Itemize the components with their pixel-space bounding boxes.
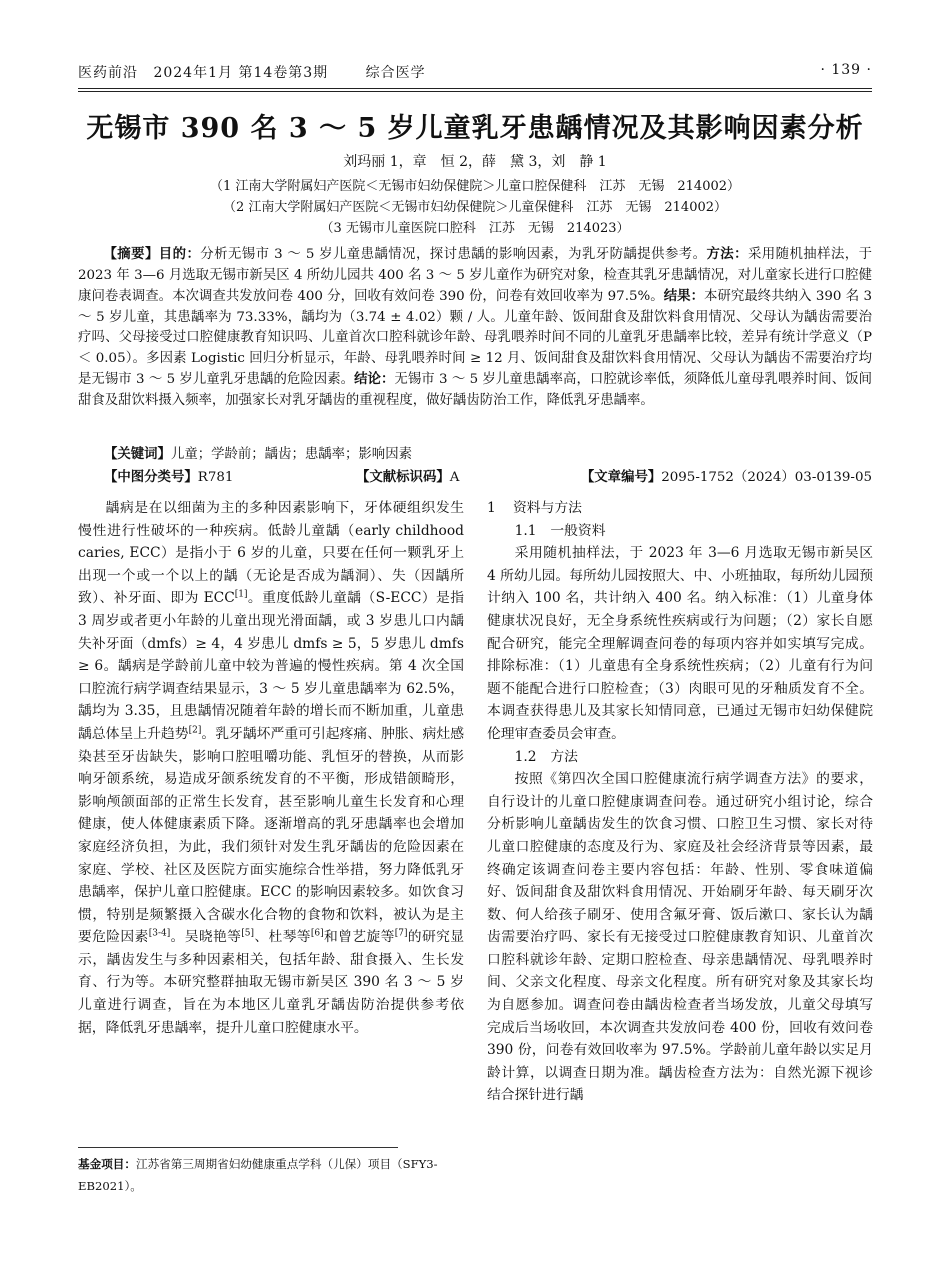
article-value: 2095-1752（2024）03-0139-05 bbox=[661, 470, 872, 485]
intro-text-3: 。乳牙龋坏严重可引起疼痛、肿胀、病灶感染甚至牙齿缺失，影响口腔咀嚼功能、乳恒牙的替换，从而影响牙颌系统，易造成牙颌系统发育的不平衡，形成错颌畸形，影响颅颌面部的正常生长发育，甚至影响儿童生长发育和心理健康，使人体健康素质下降。逐渐增高的乳牙患龋率也会增加家庭经济负担，为此，我们须针对发生乳牙龋齿的危险因素在家庭、学校、社区及医院方面实施综合性举措，努力降低乳牙患龋率，保护儿童口腔健康。ECC 的影响因素较多。如饮食习惯，特别是频繁摄入含碳水化合物的食物和饮料，被认为是主要危险因素 bbox=[78, 725, 465, 946]
abstract-label: 【摘要】 bbox=[103, 246, 159, 262]
results-text: 本研究最终共纳入 390 名 3 ～ 5 岁儿童，其患龋率为 73.33%，龋均为（3.74 ± 4.02）颗 / 人。儿童年龄、饭间甜食及甜饮料食用情况、父母认为龋齿需要治疗吗、父母接受过口腔健康教育知识吗、儿童首次口腔科就诊年龄、母乳喂养时间不同的儿童乳牙患龋率比较，差异有统计学意义（P ＜ 0.05）。多因素 Logistic 回归分析显示，年龄、母乳喂养时间 ≥ 12 月、饭间甜食及甜饮料食用情况、父母认为龋齿不需要治疗均是无锡市 3 ～ 5 岁儿童乳牙患龋的危险因素。 bbox=[78, 289, 873, 387]
affiliation-2: （2 江南大学附属妇产医院＜无锡市妇幼保健院＞儿童保健科 江苏 无锡 214002） bbox=[222, 200, 728, 215]
general-info-paragraph: 采用随机抽样法，于 2023 年 3—6 月选取无锡市新吴区 4 所幼儿园。每所幼儿园按照大、中、小班抽取，每所幼儿园预计纳入 100 名，共计纳入 400 名。纳入标准：（1）儿童身体健康状况良好，无全身系统性疾病或行为问题；（2）家长自愿配合研究，能完全理解调查问卷的每项内容并如实填写完成。排除标准：（1）儿童患有全身系统性疾病；（2）儿童有行为问题不能配合进行口腔检查；（3）肉眼可见的牙釉质发育不全。本调查获得患儿及其家长知情同意，已通过无锡市妇幼保健院伦理审查委员会审查。 bbox=[487, 545, 873, 742]
article-number bbox=[581, 466, 872, 485]
classification-line bbox=[104, 466, 872, 486]
subsection-heading-1: 1.1 一般资料 bbox=[514, 522, 606, 539]
affiliation-1: （1 江南大学附属妇产医院＜无锡市妇幼保健院＞儿童口腔保健科 江苏 无锡 214002） bbox=[209, 179, 741, 194]
funding-footnote bbox=[78, 1153, 464, 1197]
methods-text: 采用随机抽样法，于 2023 年 3—6 月选取无锡市新吴区 4 所幼儿园共 400 名 3 ～ 5 岁儿童作为研究对象，检查其乳牙患龋情况，对儿童家长进行口腔健康问卷表调查。本次调查共发放问卷 400 分，回收有效问卷 390 份，问卷有效回收率为 97.5%。 bbox=[78, 247, 873, 304]
citation-6: [6] bbox=[310, 928, 324, 939]
issue-info: 2024年1月 第14卷第3期 bbox=[153, 65, 329, 81]
intro-text-2: 。重度低龄儿童龋（S-ECC）是指 3 周岁或者更小年龄的儿童出现光滑面龋，或 3 岁患儿口内龋失补牙面（dmfs）≥ 4，4 岁患儿 dmfs ≥ 5，5 岁患儿 dmfs ≥ 6。龋病是学龄前儿童中较为普遍的慢性疾病。第 4 次全国口腔流行病学调查结果显示，3 ～ 5 岁儿童患龋率为 62.5%，龋均为 3.35，且患龋情况随着年龄的增长而不断加重，儿童患龋总体呈上升趋势 bbox=[78, 590, 465, 742]
keywords-label: 【关键词】 bbox=[104, 446, 171, 462]
section-name: 综合医学 bbox=[365, 65, 426, 81]
header-rule-thin bbox=[78, 91, 872, 92]
citation-5: [5] bbox=[241, 928, 255, 939]
citation-3-4: [3-4] bbox=[148, 928, 171, 939]
author-list: 刘玛丽 1，章 恒 2，薛 黛 3，刘 静 1 bbox=[343, 154, 607, 170]
intro-text-4: 。吴晓艳等 bbox=[170, 929, 242, 946]
left-column bbox=[78, 497, 464, 1039]
running-header bbox=[78, 62, 872, 84]
doc-label: 【文献标识码】 bbox=[356, 469, 450, 485]
intro-text-7: 的研究显示，龋齿发生与多种因素相关，包括年龄、甜食摄入、生长发育、行为等。本研究整群抽取无锡市新吴区 390 名 3 ～ 5 岁儿童进行调查，旨在为本地区儿童乳牙龋齿防治提供参考依据，降低乳牙患龋率，提升儿童口腔健康水平。 bbox=[78, 929, 465, 1036]
abstract bbox=[78, 244, 872, 411]
clc-value: R781 bbox=[197, 470, 234, 485]
intro-text-6: 和曾艺旋等 bbox=[323, 929, 395, 946]
section-number: 1 bbox=[487, 500, 496, 516]
clc-label: 【中图分类号】 bbox=[104, 469, 198, 485]
footnote-rule bbox=[78, 1147, 398, 1148]
doc-value: A bbox=[449, 470, 460, 485]
conclusion-label: 结论： bbox=[354, 371, 395, 387]
affiliation-3: （3 无锡市儿童医院口腔科 江苏 无锡 214023） bbox=[320, 221, 630, 236]
footnote-text: 江苏省第三周期省妇幼健康重点学科（儿保）项目（SFY3-EB2021）。 bbox=[78, 1157, 438, 1193]
intro-text-5: 、杜琴等 bbox=[254, 929, 311, 946]
section-heading bbox=[487, 497, 873, 520]
methods-label: 方法： bbox=[706, 246, 748, 262]
intro-paragraph bbox=[78, 497, 464, 1039]
keywords bbox=[104, 443, 872, 462]
methods-paragraph: 按照《第四次全国口腔健康流行病学调查方法》的要求，自行设计的儿童口腔健康调查问卷。通过研究小组讨论，综合分析影响儿童龋齿发生的饮食习惯、口腔卫生习惯、家长对待儿童口腔健康的态度及行为、家庭及社会经济背景等因素，最终确定该调查问卷主要内容包括：年龄、性别、零食味道偏好、饭间甜食及甜饮料食用情况、开始刷牙年龄、每天刷牙次数、何人给孩子刷牙、使用含氟牙膏、饭后漱口、家长认为龋齿需要治疗吗、家长有无接受过口腔健康教育知识、儿童首次口腔科就诊年龄、定期口腔检查、母亲患龋情况、母乳喂养时间、父亲文化程度、母亲文化程度。所有研究对象及其家长均为自愿参加。调查问卷由龋齿检查者当场发放，儿童父母填写完成后当场收回，本次调查共发放问卷 400 份，回收有效问卷 390 份，问卷有效回收率为 97.5%。学龄前儿童年龄以实足月龄计算，以调查日期为准。龋齿检查方法为：自然光源下视诊结合探针进行龋 bbox=[487, 771, 873, 1104]
subsection-heading-2: 1.2 方法 bbox=[514, 748, 578, 765]
objective-label: 目的： bbox=[158, 246, 201, 262]
conclusion-text: 无锡市 3 ～ 5 岁儿童患龋率高，口腔就诊率低，须降低儿童母乳喂养时间、饭间甜食及甜饮料摄入频率，加强家长对乳牙龋齿的重视程度，做好龋齿防治工作，降低乳牙患龋率。 bbox=[78, 372, 872, 408]
document-code bbox=[356, 466, 459, 485]
results-label: 结果： bbox=[663, 288, 705, 304]
keywords-text: 儿童；学龄前；龋齿；患龋率；影响因素 bbox=[170, 447, 412, 462]
right-column bbox=[487, 497, 873, 1107]
objective-text: 分析无锡市 3 ～ 5 岁儿童患龋情况，探讨患龋的影响因素，为乳牙防龋提供参考。 bbox=[200, 247, 707, 262]
section-title: 资料与方法 bbox=[513, 500, 582, 516]
page-number: · 139 · bbox=[820, 62, 872, 78]
article-title: 无锡市 390 名 3 ～ 5 岁儿童乳牙患龋情况及其影响因素分析 bbox=[86, 113, 864, 144]
citation-7: [7] bbox=[394, 928, 408, 939]
header-left bbox=[78, 65, 436, 81]
journal-name: 医药前沿 bbox=[78, 65, 138, 81]
affiliations bbox=[0, 176, 950, 239]
intro-text-1: 龋病是在以细菌为主的多种因素影响下，牙体硬组织发生慢性进行性破坏的一种疾病。低龄儿童龋（early childhood caries, ECC）是指小于 6 岁的儿童，只要在任何一颗乳牙上出现一个或一个以上的龋（无论是否成为龋洞）、失（因龋所致）、补牙面、即为 ECC bbox=[78, 500, 464, 607]
footnote-label: 基金项目： bbox=[78, 1157, 136, 1171]
header-rule-thick bbox=[78, 88, 872, 89]
article-label: 【文章编号】 bbox=[580, 469, 662, 485]
citation-1: [1] bbox=[234, 589, 248, 600]
citation-2: [2] bbox=[188, 725, 202, 736]
clc-code bbox=[104, 470, 233, 485]
